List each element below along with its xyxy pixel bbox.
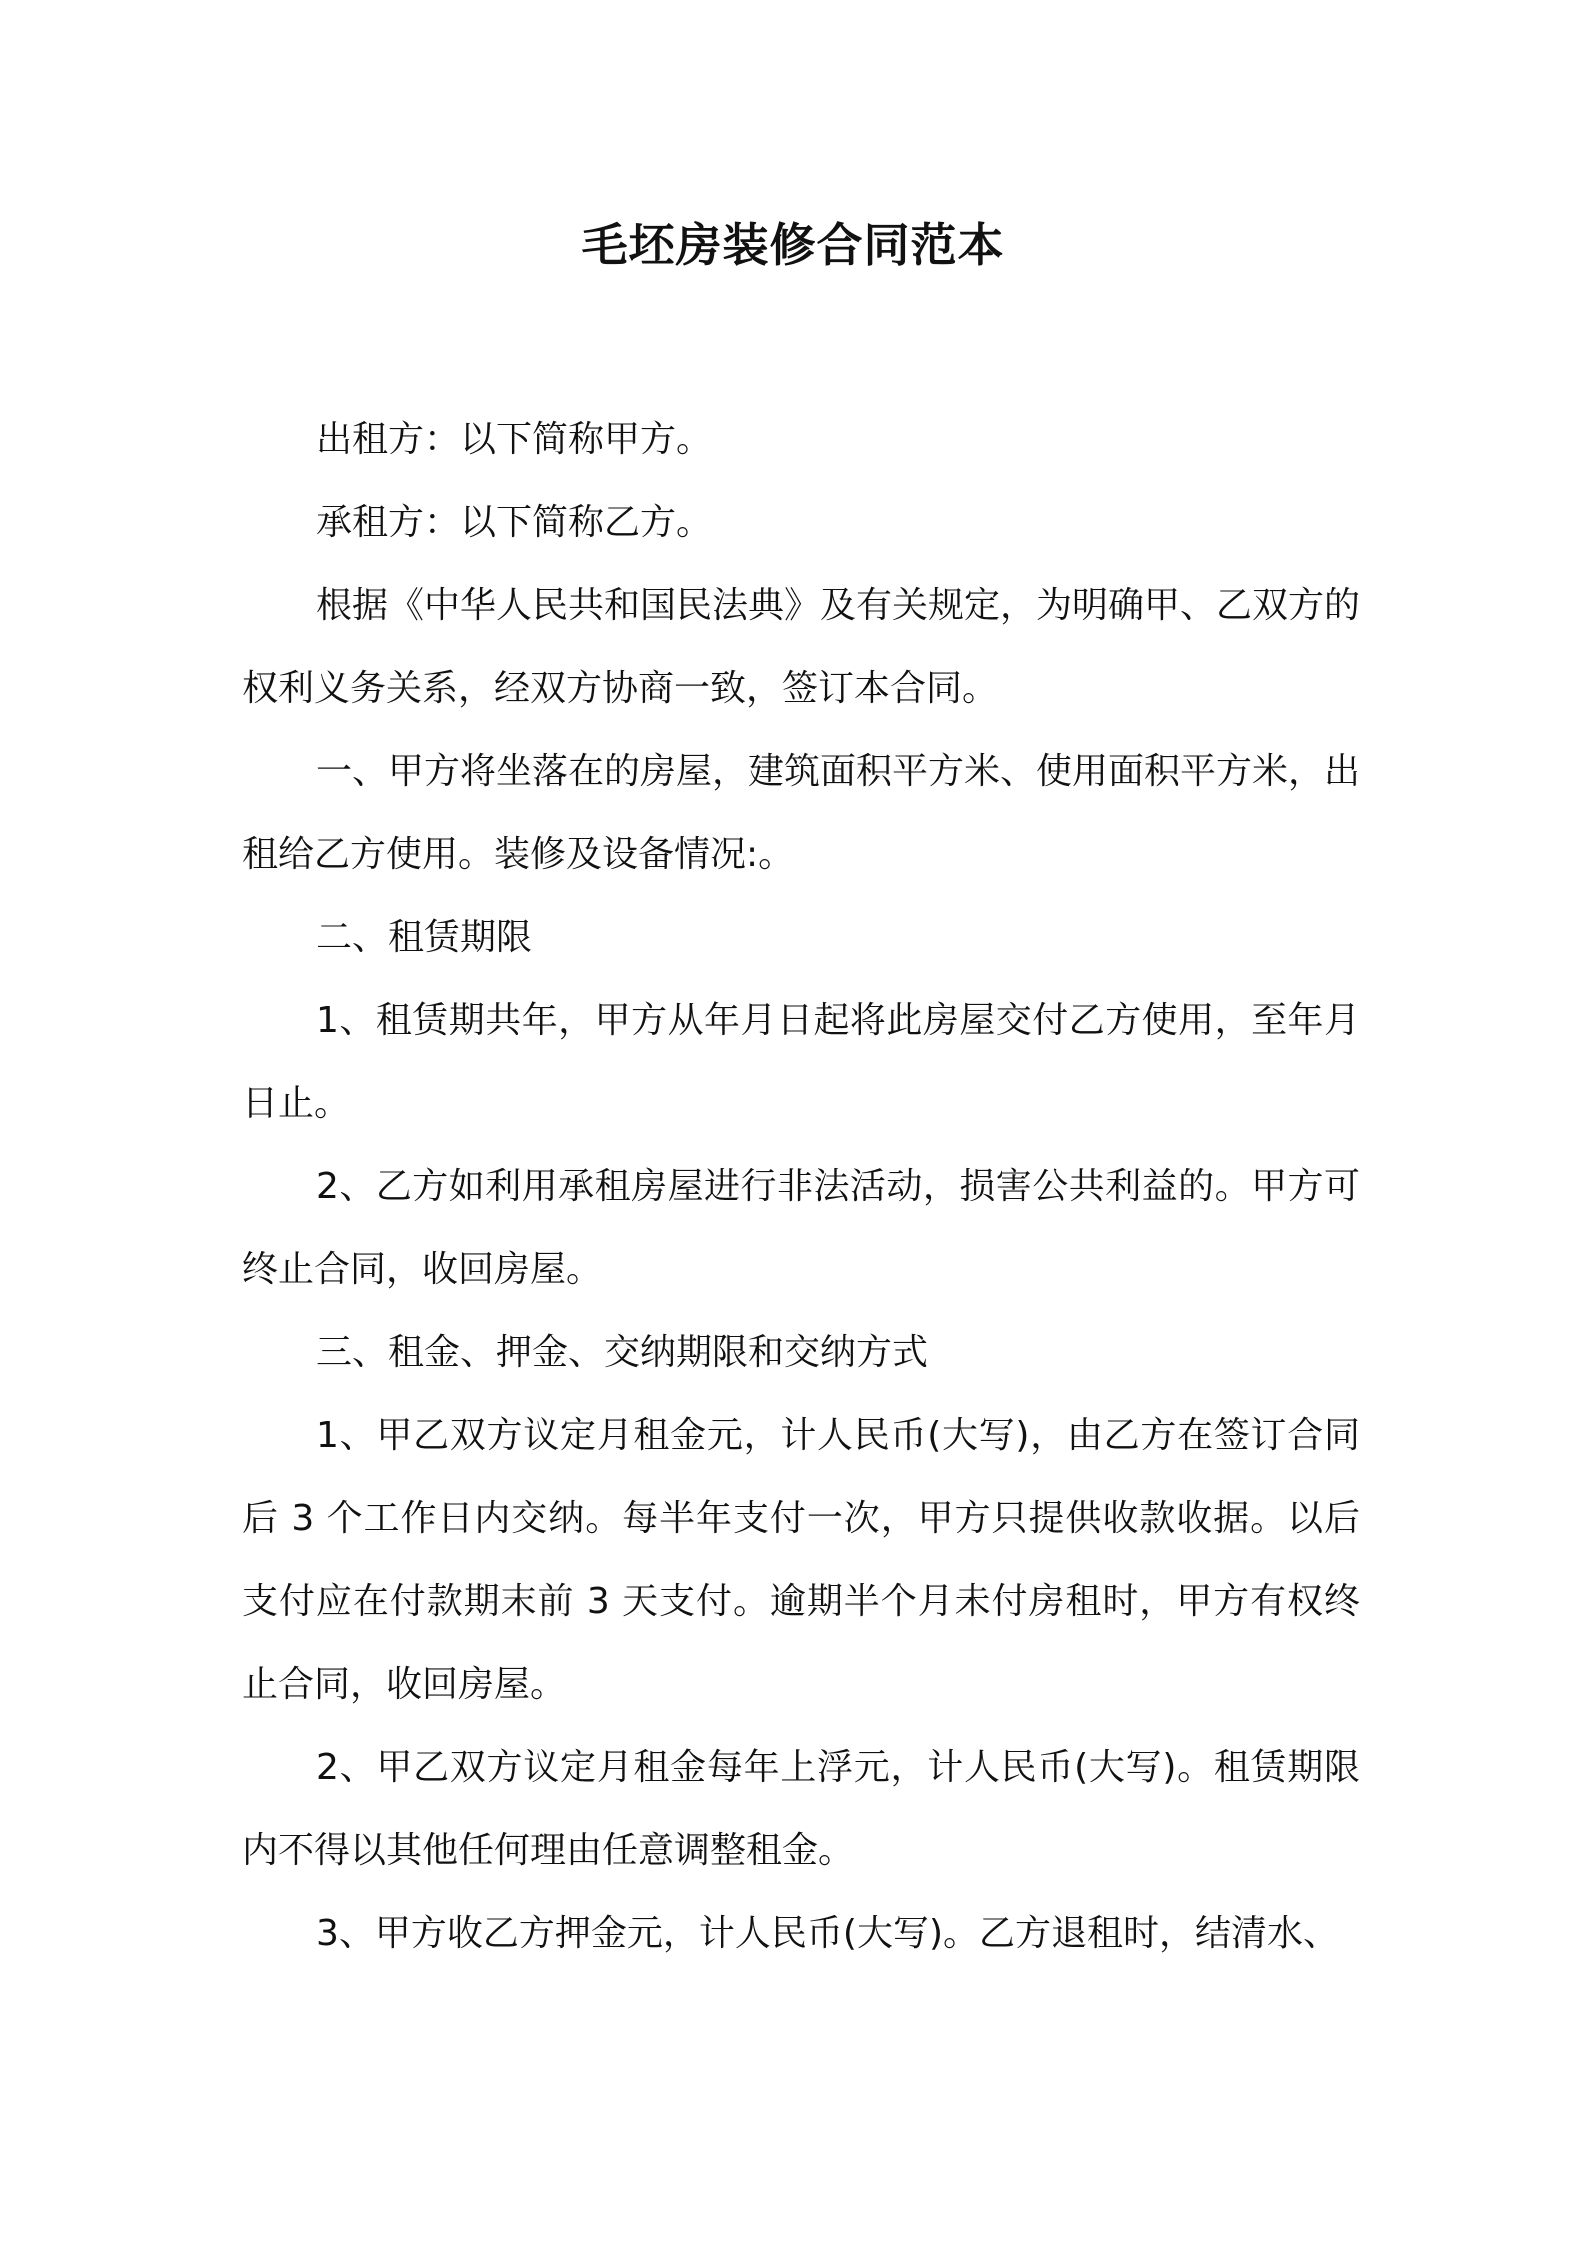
- document-body: [242, 398, 1360, 1975]
- heading-section-2: 二、租赁期限: [316, 917, 533, 958]
- paragraph-section-1: 一、甲方将坐落在的房屋，建筑面积平方米、使用面积平方米，出租给乙方使用。装修及设备情况:。: [242, 751, 1361, 875]
- paragraph-section-3-item-3: 3、甲方收乙方押金元，计人民币(大写)。乙方退租时，结清水、: [316, 1913, 1339, 1954]
- document-title: 毛坯房装修合同范本: [581, 218, 1005, 272]
- paragraph-section-3-item-1: 1、甲乙双方议定月租金元，计人民币(大写)，由乙方在签订合同后 3 个工作日内交纳。每半年支付一次，甲方只提供收款收据。以后支付应在付款期末前 3 天支付。逾期半个月未付房租时，甲方有权终止合同，收回房屋。: [242, 1415, 1360, 1705]
- paragraph-section-2-item-1: 1、租赁期共年，甲方从年月日起将此房屋交付乙方使用，至年月日止。: [242, 1000, 1360, 1124]
- paragraph-section-2-item-2: 2、乙方如利用承租房屋进行非法活动，损害公共利益的。甲方可终止合同，收回房屋。: [242, 1166, 1360, 1290]
- paragraph-section-3-item-2: 2、甲乙双方议定月租金每年上浮元，计人民币(大写)。租赁期限内不得以其他任何理由任意调整租金。: [242, 1747, 1360, 1871]
- heading-section-3: 三、租金、押金、交纳期限和交纳方式: [316, 1332, 929, 1373]
- paragraph-lessee: 承租方：以下简称乙方。: [316, 502, 713, 543]
- paragraph-preamble: 根据《中华人民共和国民法典》及有关规定，为明确甲、乙双方的权利义务关系，经双方协商一致，签订本合同。: [242, 585, 1361, 709]
- paragraph-lessor: 出租方：以下简称甲方。: [316, 419, 713, 460]
